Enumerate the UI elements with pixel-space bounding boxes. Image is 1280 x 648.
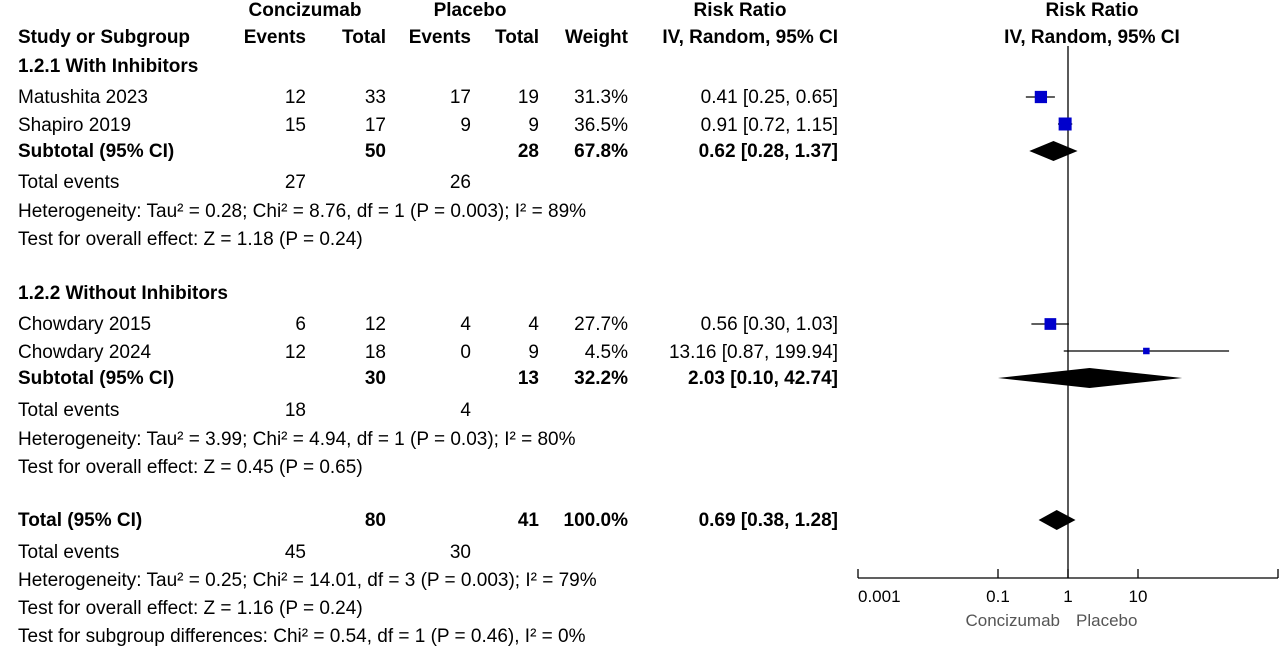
events2-value: 4 [460,314,471,335]
favours-left-label: Concizumab [965,611,1060,630]
total-total2: 41 [517,510,539,531]
weight-value: 27.7% [574,314,628,335]
pooled-diamond [998,368,1182,388]
subtotal-total1: 50 [364,141,386,162]
rr-header: Risk Ratio [693,0,787,21]
events1-value: 6 [295,314,306,335]
events1-value: 12 [284,87,306,108]
total-events-label: Total events [18,172,120,193]
pooled-diamond [1029,141,1077,161]
events1-value: 15 [284,115,306,136]
x-axis-tick-label: 10 [1128,587,1148,606]
study-name: Matushita 2023 [18,87,148,108]
total-events-label: Total events [18,400,120,421]
study-square [1045,318,1057,330]
study-name: Shapiro 2019 [18,115,132,136]
ci-value: 0.56 [0.30, 1.03] [700,314,838,335]
events1-value: 12 [284,342,306,363]
subtotal-weight: 67.8% [574,141,628,162]
heterogeneity-text: Heterogeneity: Tau² = 0.28; Chi² = 8.76, df = 1 (P = 0.003); I² = 89% [18,201,587,222]
events2-column-header: Events [408,27,471,48]
total1-value: 17 [364,115,386,136]
subtotal-total1: 30 [364,368,386,389]
total-events-label: Total events [18,542,120,563]
events2-value: 0 [460,342,471,363]
ci-value: 0.41 [0.25, 0.65] [700,87,838,108]
overall-effect-text: Test for overall effect: Z = 0.45 (P = 0.65) [18,457,363,478]
weight-value: 36.5% [574,115,628,136]
subtotal-total2: 13 [517,368,539,389]
subtotal-label: Subtotal (95% CI) [18,368,175,389]
total1-value: 12 [364,314,386,335]
subtotal-ci: 2.03 [0.10, 42.74] [688,368,838,389]
heterogeneity-text: Heterogeneity: Tau² = 0.25; Chi² = 14.01, df = 3 (P = 0.003); I² = 79% [18,570,597,591]
favours-right-label: Placebo [1076,611,1138,630]
total2-value: 19 [517,87,539,108]
study-column-header: Study or Subgroup [18,27,191,48]
total1-column-header: Total [342,27,386,48]
subtotal-ci: 0.62 [0.28, 1.37] [698,141,838,162]
study-square [1035,91,1047,103]
subgroup-title: 1.2.2 Without Inhibitors [18,283,228,304]
group1-header: Concizumab [248,0,362,21]
total-weight: 100.0% [563,510,628,531]
total-events1: 27 [284,172,306,193]
weight-value: 4.5% [584,342,628,363]
total-events1: 45 [284,542,306,563]
study-square [1059,118,1072,131]
subtotal-total2: 28 [517,141,539,162]
total1-value: 18 [364,342,386,363]
study-name: Chowdary 2024 [18,342,152,363]
total-events1: 18 [284,400,306,421]
total-label: Total (95% CI) [18,510,143,531]
x-axis-tick-label: 0.001 [858,587,901,606]
total-events2: 26 [449,172,471,193]
events2-value: 17 [449,87,471,108]
pooled-diamond [1039,510,1076,530]
subtotal-weight: 32.2% [574,368,628,389]
weight-column-header: Weight [565,27,628,48]
ci-value: 13.16 [0.87, 199.94] [668,342,838,363]
method-column-header: IV, Random, 95% CI [662,27,838,48]
total2-value: 9 [528,342,539,363]
events1-column-header: Events [243,27,306,48]
total2-column-header: Total [495,27,539,48]
x-axis-tick-label: 0.1 [986,587,1010,606]
weight-value: 31.3% [574,87,628,108]
x-axis-tick-label: 1 [1063,587,1073,606]
group2-header: Placebo [433,0,507,21]
total-events2: 30 [449,542,471,563]
study-name: Chowdary 2015 [18,314,152,335]
plot-title: Risk Ratio [1045,0,1139,21]
total-events2: 4 [460,400,471,421]
events2-value: 9 [460,115,471,136]
heterogeneity-text: Heterogeneity: Tau² = 3.99; Chi² = 4.94, df = 1 (P = 0.03); I² = 80% [18,429,576,450]
subgroup-title: 1.2.1 With Inhibitors [18,56,199,77]
study-square [1143,348,1150,355]
overall-effect-text: Test for overall effect: Z = 1.16 (P = 0.24) [18,598,363,619]
total1-value: 33 [364,87,386,108]
total-total1: 80 [364,510,386,531]
subtotal-label: Subtotal (95% CI) [18,141,175,162]
overall-effect-text: Test for overall effect: Z = 1.18 (P = 0.24) [18,229,363,250]
ci-value: 0.91 [0.72, 1.15] [700,115,838,136]
plot-method-header: IV, Random, 95% CI [1004,27,1180,48]
total2-value: 4 [528,314,539,335]
total-ci: 0.69 [0.38, 1.28] [698,510,838,531]
subgroup-differences-text: Test for subgroup differences: Chi² = 0.54, df = 1 (P = 0.46), I² = 0% [18,626,586,647]
total2-value: 9 [528,115,539,136]
